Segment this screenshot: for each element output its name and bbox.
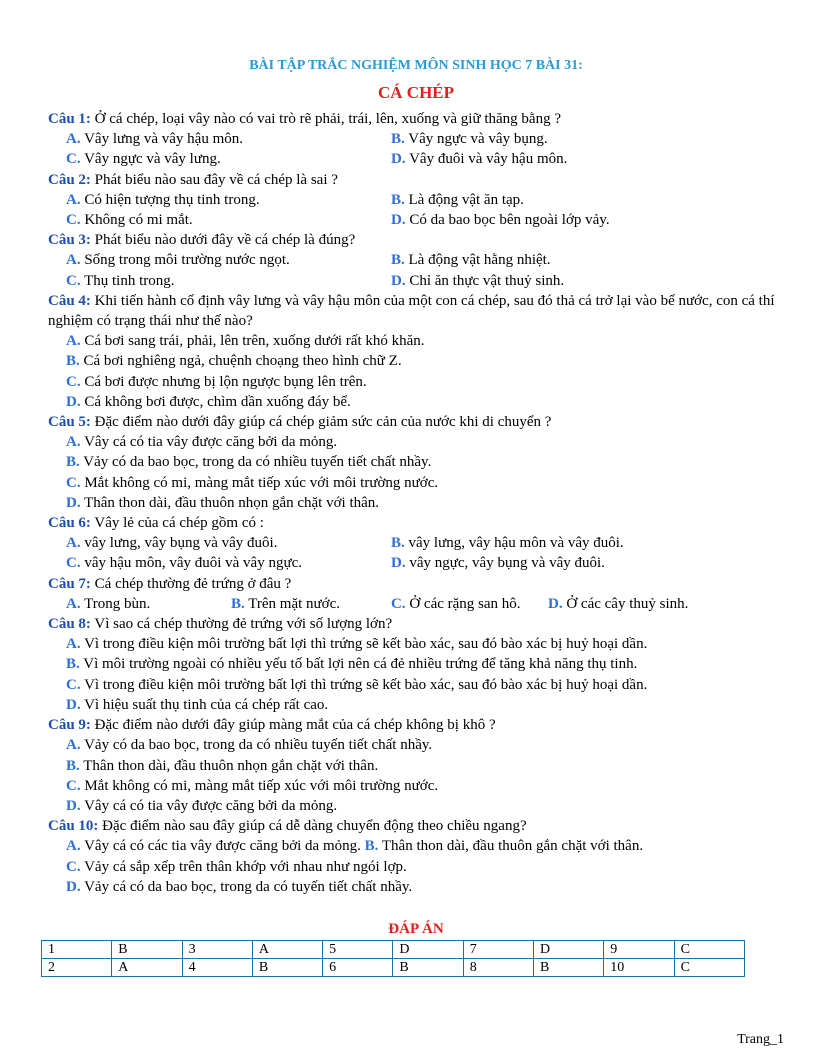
option-row [48, 129, 788, 149]
question-text: Đặc điểm nào dưới đây giúp cá chép giảm sức cản của nước khi di chuyển ? [90, 414, 552, 431]
option-text: Thân thon dài, đầu thuôn nhọn gắn chặt với thân. [79, 757, 379, 774]
option-text: Vảy cá sắp xếp trên thân khớp với nhau như ngói lợp. [80, 858, 407, 875]
table-cell: B [393, 959, 463, 977]
option-c [391, 594, 548, 614]
option-a [66, 250, 391, 270]
option-text: Mắt không có mi, màng mắt tiếp xúc với môi trường nước. [80, 777, 439, 794]
question-2 [48, 170, 788, 190]
option-text: Cá bơi được nhưng bị lộn ngược bụng lên trên. [80, 373, 367, 390]
table-row [42, 959, 745, 977]
option-d [48, 695, 788, 715]
option-a [48, 331, 788, 351]
table-cell: A [252, 941, 322, 959]
question-3 [48, 230, 788, 250]
question-text: Phát biểu nào sau đây về cá chép là sai ? [90, 171, 338, 188]
option-text: Không có mi mắt. [80, 212, 193, 229]
option-d [48, 392, 788, 412]
option-c [66, 553, 391, 573]
question-number: Câu 4: [48, 292, 91, 309]
table-cell: 4 [182, 959, 252, 977]
question-list [48, 109, 788, 897]
question-10 [48, 816, 788, 836]
question-text: Ở cá chép, loại vây nào có vai trò rẽ phải, trái, lên, xuống và giữ thăng bằng ? [90, 111, 561, 127]
question-9 [48, 715, 788, 735]
option-letter: A. [66, 191, 81, 208]
option-letter: A. [66, 595, 81, 612]
table-row [42, 941, 745, 959]
option-d [548, 594, 688, 614]
option-letter: B. [364, 838, 379, 855]
option-b [391, 533, 716, 553]
option-letter: D. [548, 595, 563, 612]
option-letter: D. [391, 555, 406, 572]
option-letter: B. [66, 454, 80, 471]
answer-key-table [41, 940, 745, 977]
table-cell: B [252, 959, 322, 977]
question-number: Câu 1: [48, 111, 91, 127]
option-letter: B. [66, 656, 80, 673]
option-text: Vảy có da bao bọc, trong da có nhiều tuyến tiết chất nhầy. [80, 737, 433, 754]
option-text: Là động vật hằng nhiệt. [404, 252, 551, 269]
option-letter: D. [391, 151, 406, 168]
page-footer: Trang_1 [737, 1032, 784, 1047]
option-letter: A. [66, 131, 81, 148]
question-number: Câu 10: [48, 818, 99, 835]
table-cell: 2 [42, 959, 112, 977]
option-text: Có hiện tượng thụ tinh trong. [80, 191, 260, 208]
option-text: Cá bơi sang trái, phải, lên trên, xuống dưới rất khó khăn. [80, 333, 425, 350]
option-d [391, 553, 716, 573]
option-letter: D. [66, 797, 81, 814]
option-text: Vì môi trường ngoài có nhiều yếu tố bất lợi nên cá đẻ nhiều trứng để tăng khả năng thụ tinh. [79, 656, 638, 673]
option-letter: B. [391, 191, 405, 208]
option-b [231, 594, 391, 614]
option-row [48, 271, 788, 291]
option-letter: B. [391, 252, 405, 269]
option-text: Có da bao bọc bên ngoài lớp vảy. [405, 212, 610, 229]
option-letter: A. [66, 636, 81, 653]
option-row [48, 533, 788, 553]
option-d [391, 149, 716, 169]
option-text: Vì trong điều kiện môi trường bất lợi thì trứng sẽ kết bào xác, sau đó bào xác bị huỷ hoại dần. [80, 676, 648, 693]
option-letter: A. [66, 737, 81, 754]
question-7 [48, 574, 788, 594]
option-c [66, 271, 391, 291]
option-a [48, 735, 788, 755]
option-letter: C. [391, 595, 406, 612]
question-8 [48, 614, 788, 634]
option-b [391, 129, 716, 149]
question-4 [48, 291, 788, 331]
option-text: Cá bơi nghiêng ngả, chuệnh choạng theo hình chữ Z. [79, 353, 402, 370]
table-cell: C [674, 941, 744, 959]
option-text: Vây cá có tia vây được căng bởi da mỏng. [80, 797, 338, 814]
option-a [48, 432, 788, 452]
table-cell: 1 [42, 941, 112, 959]
question-6 [48, 513, 788, 533]
option-text: Là động vật ăn tạp. [404, 191, 524, 208]
table-cell: C [674, 959, 744, 977]
option-letter: B. [391, 535, 405, 552]
option-row [48, 210, 788, 230]
question-number: Câu 9: [48, 717, 91, 734]
answer-key-title: ĐÁP ÁN [388, 921, 444, 937]
option-letter: A. [66, 333, 81, 350]
option-text: Vây lưng và vây hậu môn. [80, 131, 244, 148]
option-letter: C. [66, 777, 81, 794]
option-letter: D. [391, 212, 406, 229]
option-row [48, 190, 788, 210]
question-number: Câu 8: [48, 616, 91, 633]
option-letter: A. [66, 838, 81, 855]
option-letter: C. [66, 272, 81, 289]
option-text: vây ngực, vây bụng và vây đuôi. [405, 555, 605, 572]
option-a [66, 838, 361, 854]
option-text: Thân thon dài, đầu thuôn gắn chặt với thân. [378, 838, 644, 855]
table-cell: 9 [604, 941, 674, 959]
option-row [48, 250, 788, 270]
question-text: Vây lẻ của cá chép gồm có : [90, 515, 264, 532]
option-d [48, 796, 788, 816]
option-text: Cá không bơi được, chìm dần xuống đáy bể. [80, 393, 351, 410]
option-b [48, 654, 788, 674]
question-text: Đặc điểm nào sau đây giúp cá dễ dàng chuyển động theo chiều ngang? [98, 818, 527, 835]
option-letter: B. [231, 595, 245, 612]
option-text: Vì trong điều kiện môi trường bất lợi thì trứng sẽ kết bào xác, sau đó bào xác bị huỷ hoại dần. [80, 636, 648, 653]
question-number: Câu 5: [48, 414, 91, 431]
option-c [48, 473, 788, 493]
option-letter: C. [66, 474, 81, 491]
option-text: Vây ngực và vây bụng. [404, 131, 548, 148]
option-text: Chỉ ăn thực vật thuỷ sinh. [405, 272, 565, 289]
option-letter: C. [66, 676, 81, 693]
table-cell: 6 [323, 959, 393, 977]
option-c [66, 149, 391, 169]
table-cell: 8 [463, 959, 533, 977]
option-c [48, 776, 788, 796]
question-text: Cá chép thường đẻ trứng ở đâu ? [90, 575, 292, 592]
option-text: Vảy có da bao bọc, trong da có nhiều tuyến tiết chất nhầy. [79, 454, 432, 471]
option-text: Thụ tinh trong. [80, 272, 175, 289]
option-letter: D. [66, 494, 81, 511]
option-letter: B. [391, 131, 405, 148]
option-letter: C. [66, 373, 81, 390]
table-cell: 5 [323, 941, 393, 959]
option-text: Trong bùn. [80, 595, 151, 612]
option-row [48, 836, 788, 856]
option-text: Thân thon dài, đầu thuôn nhọn gắn chặt với thân. [80, 494, 380, 511]
option-row [48, 553, 788, 573]
option-letter: D. [66, 393, 81, 410]
option-text: Vây cá có các tia vây được căng bởi da mỏng. [80, 838, 361, 855]
option-row [48, 594, 788, 614]
option-text: Trên mặt nước. [244, 595, 340, 612]
option-text: Mắt không có mi, màng mắt tiếp xúc với môi trường nước. [80, 474, 439, 491]
table-cell: B [112, 941, 182, 959]
option-letter: B. [66, 353, 80, 370]
option-b [48, 452, 788, 472]
option-letter: D. [66, 878, 81, 895]
document-title: BÀI TẬP TRẮC NGHIỆM MÔN SINH HỌC 7 BÀI 31: [249, 58, 583, 73]
option-a [48, 634, 788, 654]
option-d [391, 210, 716, 230]
option-b [365, 838, 643, 854]
option-c [48, 857, 788, 877]
option-a [66, 129, 391, 149]
option-text: Vây cá có tia vây được căng bởi da mỏng. [80, 434, 338, 451]
question-number: Câu 2: [48, 171, 91, 188]
option-a [66, 190, 391, 210]
question-text: Khi tiến hành cố định vây lưng và vây hậu môn của một con cá chép, sau đó thả cá trở lại vào bể nước, con cá thí nghiệm có trạng thái như thế nào? [48, 292, 775, 330]
table-cell: D [533, 941, 603, 959]
option-text: Vì hiệu suất thụ tinh của cá chép rất cao. [80, 696, 329, 713]
question-number: Câu 6: [48, 515, 91, 532]
question-text: Đặc điểm nào dưới đây giúp màng mắt của cá chép không bị khô ? [90, 717, 496, 734]
option-text: Ở các rặng san hô. [405, 595, 521, 612]
table-cell: D [393, 941, 463, 959]
question-5 [48, 412, 788, 432]
option-letter: C. [66, 151, 81, 168]
option-d [48, 877, 788, 897]
option-letter: D. [391, 272, 406, 289]
option-letter: C. [66, 555, 81, 572]
option-text: vây lưng, vây hậu môn và vây đuôi. [404, 535, 624, 552]
question-text: Vì sao cá chép thường đẻ trứng với số lượng lớn? [90, 616, 393, 633]
table-cell: 7 [463, 941, 533, 959]
option-row [48, 149, 788, 169]
option-letter: C. [66, 212, 81, 229]
option-b [391, 190, 716, 210]
question-number: Câu 3: [48, 232, 91, 249]
option-c [48, 675, 788, 695]
option-text: Vây đuôi và vây hậu môn. [405, 151, 568, 168]
option-text: Ở các cây thuỷ sinh. [562, 595, 689, 612]
option-letter: D. [66, 696, 81, 713]
question-1 [48, 109, 788, 129]
option-a [66, 594, 231, 614]
option-a [66, 533, 391, 553]
option-text: Sống trong môi trường nước ngọt. [80, 252, 290, 269]
question-text: Phát biểu nào dưới đây về cá chép là đúng? [90, 232, 356, 249]
option-letter: A. [66, 535, 81, 552]
option-letter: A. [66, 252, 81, 269]
option-letter: C. [66, 858, 81, 875]
option-c [66, 210, 391, 230]
option-d [48, 493, 788, 513]
table-cell: A [112, 959, 182, 977]
option-d [391, 271, 716, 291]
option-text: vây lưng, vây bụng và vây đuôi. [80, 535, 278, 552]
option-letter: A. [66, 434, 81, 451]
option-text: Vây ngực và vây lưng. [80, 151, 221, 168]
table-cell: B [533, 959, 603, 977]
option-b [48, 351, 788, 371]
table-cell: 10 [604, 959, 674, 977]
question-number: Câu 7: [48, 575, 91, 592]
option-b [48, 756, 788, 776]
option-text: vây hậu môn, vây đuôi và vây ngực. [80, 555, 303, 572]
option-b [391, 250, 716, 270]
table-cell: 3 [182, 941, 252, 959]
option-text: Vảy cá có da bao bọc, trong da có tuyến tiết chất nhầy. [80, 878, 413, 895]
option-c [48, 372, 788, 392]
option-letter: B. [66, 757, 80, 774]
document-subtitle: CÁ CHÉP [377, 83, 455, 102]
